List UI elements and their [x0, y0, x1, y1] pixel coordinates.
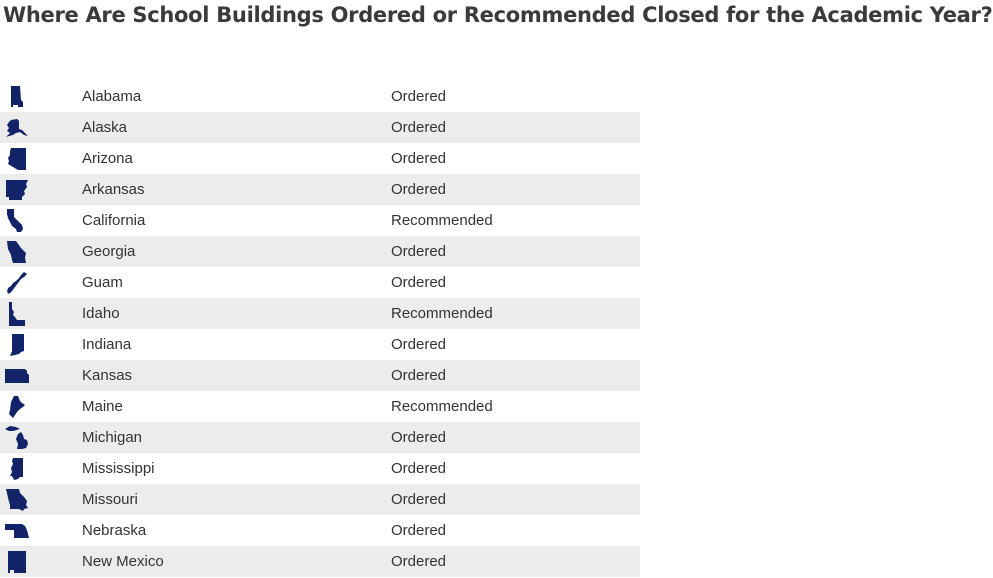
- closures-table: [0, 81, 640, 577]
- table-row: [0, 360, 640, 391]
- closure-status: Ordered: [391, 181, 447, 198]
- closure-status: Ordered: [391, 491, 447, 508]
- closure-status: Ordered: [391, 119, 447, 136]
- closure-status: Ordered: [391, 336, 447, 353]
- alabama-shape-icon: [4, 85, 30, 109]
- arkansas-shape-icon: [4, 178, 30, 202]
- table-row: [0, 484, 640, 515]
- mississippi-shape-icon: [4, 457, 30, 481]
- table-row: [0, 329, 640, 360]
- table-row: [0, 174, 640, 205]
- state-name: Indiana: [82, 336, 132, 353]
- state-name: California: [82, 212, 146, 229]
- guam-shape-icon: [4, 271, 30, 295]
- table-row: [0, 236, 640, 267]
- closure-status: Recommended: [391, 398, 493, 415]
- state-name: Missouri: [82, 491, 138, 508]
- closure-status: Ordered: [391, 274, 447, 291]
- closure-status: Ordered: [391, 88, 447, 105]
- state-name: Mississippi: [82, 460, 155, 477]
- idaho-shape-icon: [4, 302, 30, 326]
- maine-shape-icon: [4, 395, 30, 419]
- table-row: [0, 453, 640, 484]
- table-row: [0, 298, 640, 329]
- arizona-shape-icon: [4, 147, 30, 171]
- georgia-shape-icon: [4, 240, 30, 264]
- kansas-shape-icon: [4, 364, 30, 388]
- state-name: Nebraska: [82, 522, 147, 539]
- closure-status: Ordered: [391, 460, 447, 477]
- state-name: Michigan: [82, 429, 143, 446]
- table-row: [0, 112, 640, 143]
- table-row: [0, 422, 640, 453]
- closure-status: Ordered: [391, 150, 447, 167]
- michigan-shape-icon: [4, 426, 30, 450]
- table-row: [0, 391, 640, 422]
- alaska-shape-icon: [4, 116, 30, 140]
- state-name: Idaho: [82, 305, 120, 322]
- table-row: [0, 546, 640, 577]
- closure-status: Recommended: [391, 305, 493, 322]
- california-shape-icon: [4, 209, 30, 233]
- state-name: Arizona: [82, 150, 133, 167]
- table-row: [0, 81, 640, 112]
- closure-status: Ordered: [391, 367, 447, 384]
- table-row: [0, 143, 640, 174]
- nebraska-shape-icon: [4, 519, 30, 543]
- closure-status: Ordered: [391, 243, 447, 260]
- indiana-shape-icon: [4, 333, 30, 357]
- state-name: Kansas: [82, 367, 133, 384]
- closure-status: Ordered: [391, 522, 447, 539]
- state-name: Guam: [82, 274, 123, 291]
- table-row: [0, 205, 640, 236]
- table-row: [0, 515, 640, 546]
- state-name: Maine: [82, 398, 123, 415]
- closure-status: Ordered: [391, 553, 447, 570]
- state-name: New Mexico: [82, 553, 164, 570]
- page-title: Where Are School Buildings Ordered or Recommended Closed for the Academic Year?: [3, 3, 993, 27]
- state-name: Arkansas: [82, 181, 145, 198]
- missouri-shape-icon: [4, 488, 30, 512]
- new-mexico-shape-icon: [4, 550, 30, 574]
- closure-status: Ordered: [391, 429, 447, 446]
- state-name: Alabama: [82, 88, 142, 105]
- table-row: [0, 267, 640, 298]
- closure-status: Recommended: [391, 212, 493, 229]
- state-name: Georgia: [82, 243, 136, 260]
- state-name: Alaska: [82, 119, 128, 136]
